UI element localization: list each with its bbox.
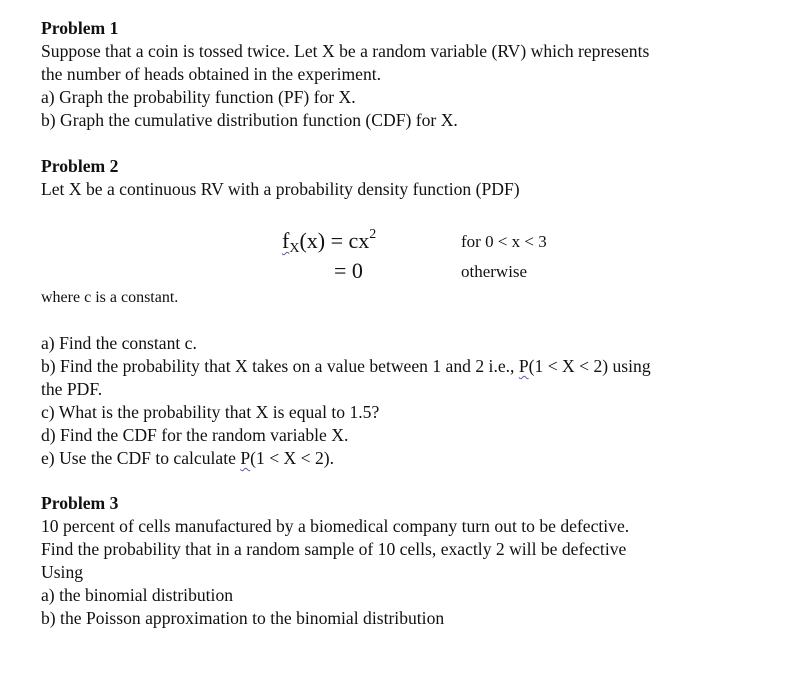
problem-2-part-b: b) Find the probability that X takes on a value between 1 and 2 i.e., P(1 < X < 2) using: [41, 356, 651, 376]
problem-3-part-b: b) the Poisson approximation to the binomial distribution: [41, 608, 445, 628]
problem-2-heading: Problem 2: [41, 156, 119, 176]
problem-2-part-d: d) Find the CDF for the random variable X.: [41, 425, 349, 445]
problem-3-text-line: 10 percent of cells manufactured by a biomedical company turn out to be defective.: [41, 516, 630, 536]
problem-3-text-line: Using: [41, 562, 84, 582]
problem-3-part-a: a) the binomial distribution: [41, 585, 234, 605]
probability-symbol: P: [518, 356, 529, 376]
problem-1-heading: Problem 1: [41, 18, 119, 38]
problem-3-heading: Problem 3: [41, 493, 119, 513]
problem-1-part-a: a) Graph the probability function (PF) for X.: [41, 87, 356, 107]
probability-symbol: P: [240, 448, 251, 468]
problem-2-constant-note: where c is a constant.: [41, 289, 179, 306]
pdf-equation: $f_X(x) = cx^2$: [282, 227, 377, 256]
problem-2-part-b-cont: the PDF.: [41, 379, 103, 399]
problem-1-text-line: the number of heads obtained in the experiment.: [41, 64, 382, 84]
problem-2-part-a: a) Find the constant c.: [41, 333, 197, 353]
pdf-condition-otherwise: otherwise: [461, 262, 528, 281]
pdf-function-name: $f_X$: [282, 228, 300, 256]
problem-2-part-c: c) What is the probability that X is equal to 1.5?: [41, 402, 380, 422]
problem-3-text-line: Find the probability that in a random sample of 10 cells, exactly 2 will be defective: [41, 539, 627, 559]
problem-1-part-b: b) Graph the cumulative distribution function (CDF) for X.: [41, 110, 458, 130]
problem-2-intro: Let X be a continuous RV with a probability density function (PDF): [41, 179, 520, 199]
problem-1-text-line: Suppose that a coin is tossed twice. Let X be a random variable (RV) which represents: [41, 41, 650, 61]
pdf-condition: for 0 < x < 3: [461, 232, 547, 251]
problem-2-part-e: e) Use the CDF to calculate P(1 < X < 2).: [41, 448, 334, 468]
pdf-equation-otherwise: = 0: [334, 258, 363, 283]
